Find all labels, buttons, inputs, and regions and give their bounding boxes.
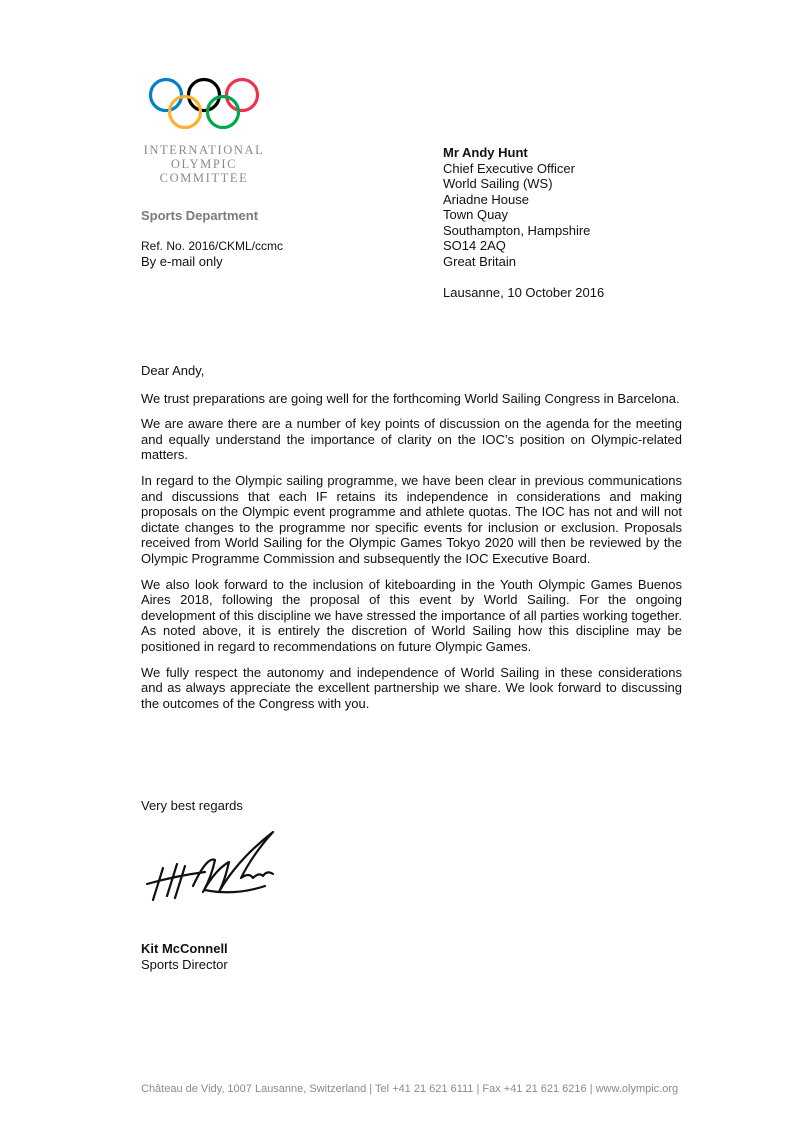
body-paragraph: In regard to the Olympic sailing programme, we have been clear in previous communications and discussions that each IF retains its independence in considerations and making proposals on the Olympic event programme and athlete quotas. The IOC has not and will not dictate changes to the programme nor specific events for inclusion or exclusion. Proposals received from World Sailing for the Olympic Games Tokyo 2020 will then be reviewed by the Olympic Programme Commission and subsequently the IOC Executive Board. <box>141 472 682 566</box>
department-label: Sports Department <box>141 208 259 223</box>
recipient-address <box>443 145 590 269</box>
reference-number: Ref. No. 2016/CKML/ccmc <box>141 239 284 253</box>
address-line: Chief Executive Officer <box>443 160 575 176</box>
address-line: Ariadne House <box>443 191 529 207</box>
ring-green <box>208 97 239 128</box>
recipient-name: Mr Andy Hunt <box>443 145 528 160</box>
body-paragraph: We fully respect the autonomy and independence of World Sailing in these considerations and as always appreciate the excellent partnership we share. We look forward to discussing the outcomes of the Congress with you. <box>141 664 682 711</box>
handwritten-signature <box>145 826 285 906</box>
body-paragraph: We are aware there are a number of key points of discussion on the agenda for the meeting and equally understand the importance of clarity on the IOC’s position on Olympic-related matters. <box>141 416 682 463</box>
letter-body <box>141 363 682 721</box>
org-name-line: OLYMPIC <box>170 157 238 171</box>
body-paragraph: We trust preparations are going well for the forthcoming World Sailing Congress in Barcelona. <box>141 390 680 406</box>
organization-name <box>140 143 268 185</box>
ring-red <box>227 80 258 111</box>
footer-contact: Château de Vidy, 1007 Lausanne, Switzerland | Tel +41 21 621 6111 | Fax +41 21 621 6216 | www.olympic.org <box>141 1083 679 1095</box>
signer-title: Sports Director <box>141 956 228 972</box>
address-line: Great Britain <box>443 253 516 269</box>
org-name-line: COMMITTEE <box>159 171 249 185</box>
address-line: SO14 2AQ <box>443 238 506 253</box>
signer-block <box>141 941 228 972</box>
ring-yellow <box>170 97 201 128</box>
org-name-line: INTERNATIONAL <box>143 143 265 157</box>
letter-date: Lausanne, 10 October 2016 <box>443 285 605 300</box>
address-line: World Sailing (WS) <box>443 176 553 191</box>
address-line: Southampton, Hampshire <box>443 222 591 238</box>
body-paragraph: We also look forward to the inclusion of kiteboarding in the Youth Olympic Games Buenos Aires 2018, following the proposal of this event by World Sailing. For the ongoing development of this discipline we have stressed the importance of all parties working together. As noted above, it is entirely the discretion of World Sailing how this discipline may be positioned in regard to recommendations on future Olympic Games. <box>141 576 682 654</box>
olympic-rings-logo <box>147 76 261 132</box>
signer-name: Kit McConnell <box>141 941 228 956</box>
closing-phrase: Very best regards <box>141 798 243 813</box>
ring-blue <box>151 80 182 111</box>
salutation: Dear Andy, <box>141 363 205 378</box>
address-line: Town Quay <box>443 207 509 222</box>
delivery-note: By e-mail only <box>141 254 223 269</box>
ring-black <box>189 80 220 111</box>
